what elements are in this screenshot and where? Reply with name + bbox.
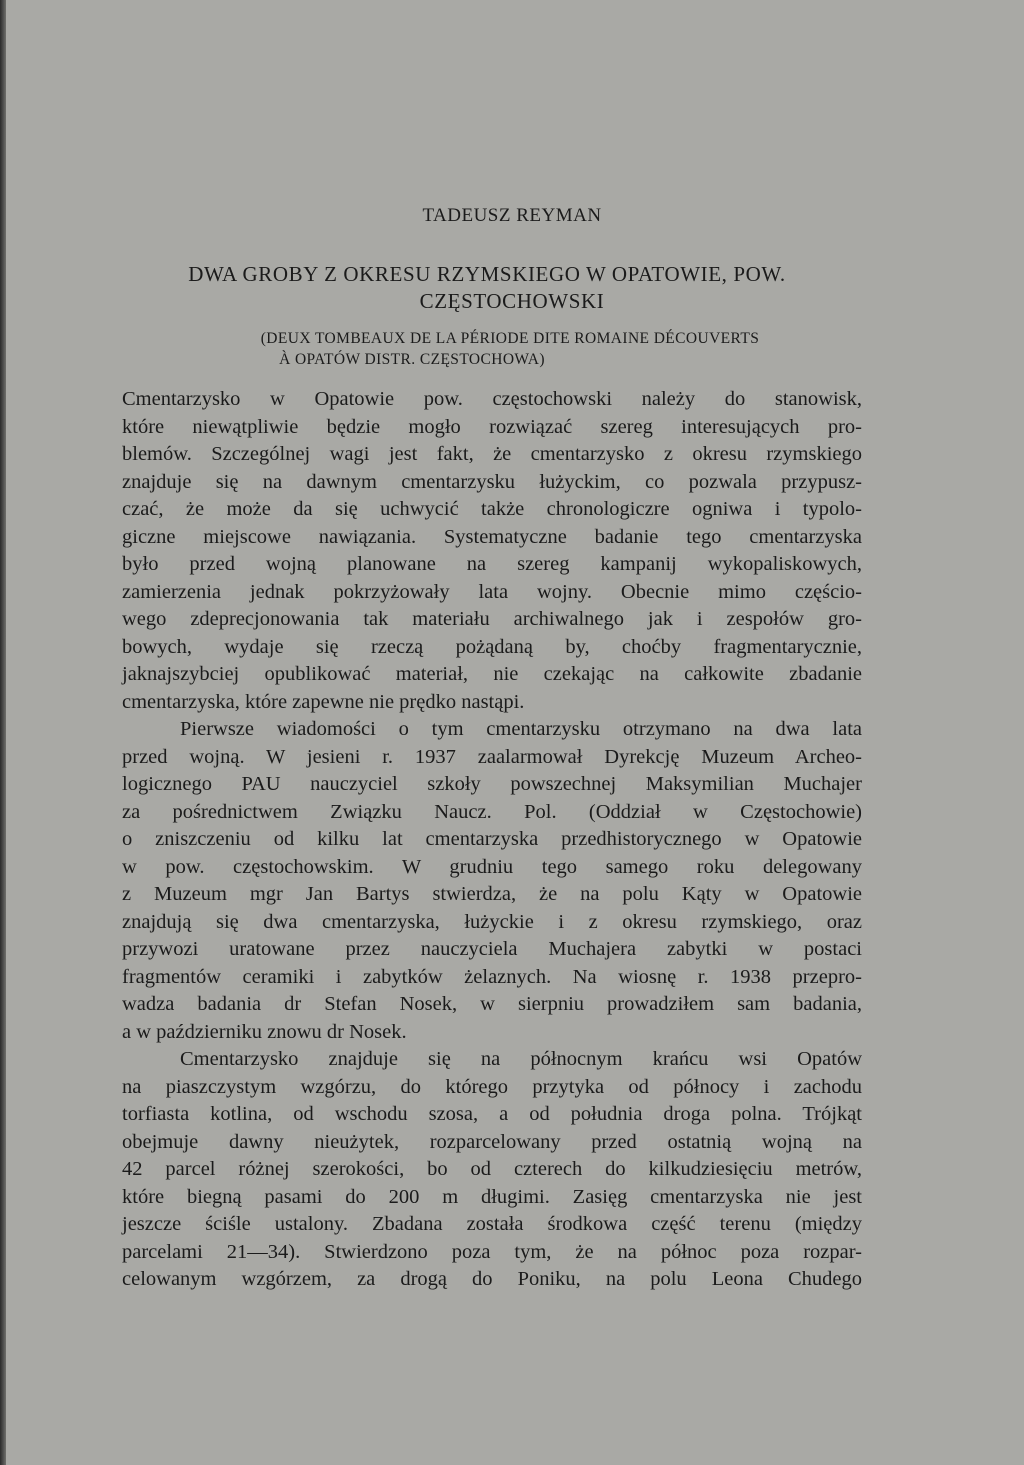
body-line: które niewątpliwie będzie mogło rozwiązać szereg interesujących pro-: [122, 415, 862, 438]
body-line: było przed wojną planowane na szereg kampanij wykopaliskowych,: [122, 553, 862, 575]
body-line: z Muzeum mgr Jan Bartys stwierdza, że na polu Kąty w Opatowie: [122, 883, 862, 905]
body-line: Pierwsze wiadomości o tym cmentarzysku otrzymano na dwa lata: [180, 718, 862, 740]
body-line: które biegną pasami do 200 m długimi. Zasięg cmentarzyska nie jest: [122, 1185, 862, 1208]
body-line: zamierzenia jednak pokrzyżowały lata wojny. Obecnie mimo częścio-: [122, 580, 862, 603]
body-line: znajdują się dwa cmentarzyska, łużyckie i z okresu rzymskiego, oraz: [122, 910, 862, 933]
body-line: torfiasta kotlina, od wschodu szosa, a od południa droga polna. Trójkąt: [122, 1103, 862, 1125]
body-line: obejmuje dawny nieużytek, rozparcelowany przed ostatnią wojną na: [122, 1130, 862, 1153]
body-line: blemów. Szczególnej wagi jest fakt, że cmentarzysko z okresu rzymskiego: [122, 443, 862, 465]
body-line: wadza badania dr Stefan Nosek, w sierpniu prowadziłem sam badania,: [122, 993, 862, 1015]
body-line: jeszcze ściśle ustalony. Zbadana została środkowa część terenu (między: [122, 1213, 862, 1235]
article-title-line-1: DWA GROBY Z OKRESU RZYMSKIEGO W OPATOWIE, POW.: [188, 262, 786, 286]
author-name: TADEUSZ REYMAN: [422, 205, 602, 226]
body-line: wego zdeprecjonowania tak materiału archiwalnego jak i zespołów gro-: [122, 608, 862, 630]
body-line: logicznego PAU nauczyciel szkoły powszechnej Maksymilian Muchajer: [122, 773, 862, 795]
body-line: w pow. częstochowskim. W grudniu tego samego roku delegowany: [122, 855, 862, 878]
body-line: parcelami 21—34). Stwierdzono poza tym, że na północ poza rozpar-: [122, 1240, 862, 1263]
body-line: Cmentarzysko w Opatowie pow. częstochowski należy do stanowisk,: [122, 388, 862, 410]
body-line: fragmentów ceramiki i zabytków żelaznych. Na wiosnę r. 1938 przepro-: [122, 965, 862, 988]
body-line: za pośrednictwem Związku Naucz. Pol. (Oddział w Częstochowie): [122, 800, 862, 823]
body-line: znajduje się na dawnym cmentarzysku łużyckim, co pozwala przypusz-: [122, 470, 862, 493]
body-line: giczne miejscowe nawiązania. Systematyczne badanie tego cmentarzyska: [122, 525, 862, 548]
body-line: jaknajszybciej opublikować materiał, nie czekając na całkowite zbadanie: [122, 663, 862, 685]
body-line: o zniszczeniu od kilku lat cmentarzyska przedhistorycznego w Opatowie: [122, 828, 862, 850]
body-line: cmentarzyska, które zapewne nie prędko nastąpi.: [122, 690, 525, 713]
article-title-line-2: CZĘSTOCHOWSKI: [419, 289, 605, 313]
french-subtitle-line-1: (DEUX TOMBEAUX DE LA PÉRIODE DITE ROMAINE DÉCOUVERTS: [260, 330, 760, 347]
article-body: [122, 386, 862, 1294]
body-line: czać, że może da się uchwycić także chronologiczre ogniwa i typolo-: [122, 498, 862, 520]
body-line: celowanym wzgórzem, za drogą do Poniku, na polu Leona Chudego: [122, 1268, 862, 1290]
body-line: przywozi uratowane przez nauczyciela Muchajera zabytki w postaci: [122, 938, 862, 960]
french-subtitle-line-2: À OPATÓW DISTR. CZĘSTOCHOWA): [279, 351, 545, 368]
body-line: przed wojną. W jesieni r. 1937 zaalarmował Dyrekcję Muzeum Archeo-: [122, 745, 862, 768]
body-line: 42 parcel różnej szerokości, bo od czterech do kilkudziesięciu metrów,: [122, 1158, 862, 1180]
body-line: bowych, wydaje się rzeczą pożądaną by, choćby fragmentarycznie,: [122, 635, 862, 658]
body-line: a w październiku znowu dr Nosek.: [122, 1020, 407, 1043]
body-line: Cmentarzysko znajduje się na północnym krańcu wsi Opatów: [180, 1048, 862, 1070]
body-line: na piaszczystym wzgórzu, do którego przytyka od północy i zachodu: [122, 1075, 862, 1098]
